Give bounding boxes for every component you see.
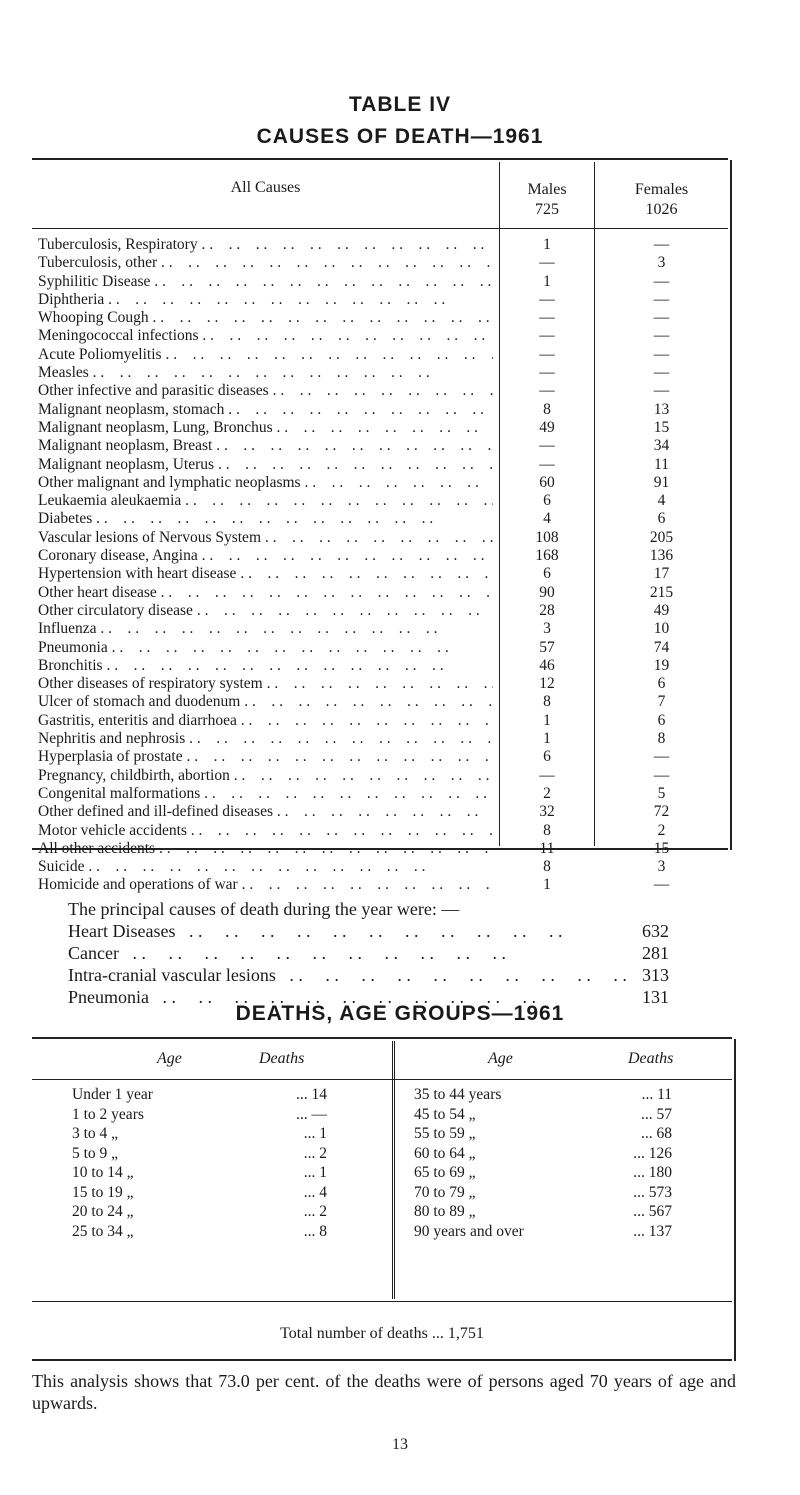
header-males [500,180,594,220]
deaths-right: ... 573 [633,1183,672,1201]
males-value: — [539,345,555,363]
table-row [32,1202,732,1222]
deaths-left: ... 1 [303,1125,327,1142]
cause-label: Coronary disease, Angina . . [38,547,493,565]
males-value: 108 [535,528,559,546]
males-value: 32 [539,803,555,821]
cause-label: Other heart disease . . [38,584,493,602]
table-row [32,1163,732,1183]
cause-label: Gastritis, enteritis and diarrhoea . . [38,712,493,730]
males-value: 8 [543,400,551,418]
males-value: — [539,437,555,455]
females-value: 6 [657,510,666,528]
males-value: 12 [539,675,555,693]
cause-label: Meningococcal infections . . [38,327,493,345]
males-value: — [539,766,555,784]
females-value: 17 [653,565,670,583]
table-row [32,712,728,730]
males-value: 6 [543,748,551,766]
table-row [32,529,728,547]
principal-label: Heart Diseases . . [68,920,638,942]
females-value: 136 [649,547,674,565]
females-value: 91 [653,473,670,491]
table-row [32,620,728,638]
principal-item [68,964,708,986]
table-row [32,693,728,711]
deaths-left: ... 2 [303,1203,327,1220]
table-row [32,437,728,455]
principal-value: 131 [642,987,669,1007]
table-row [32,840,728,858]
females-value: 4 [657,492,666,510]
deaths-right: ... 137 [633,1222,672,1240]
table-row [32,657,728,675]
age-right: 80 to 89 „ [414,1203,476,1220]
males-value: — [539,290,555,308]
cause-label: Tuberculosis, other . . [38,254,493,272]
header-males-total: 725 [535,201,559,218]
males-value: 28 [539,601,555,619]
males-value: 1 [543,730,551,748]
cause-label: Pregnancy, childbirth, abortion . . [38,767,493,785]
males-value: 8 [543,858,551,876]
cause-label: Hypertension with heart disease . . [38,565,493,583]
table-row [32,382,728,400]
females-value: — [653,748,670,766]
females-value: — [653,382,670,400]
deaths-left: ... 1 [303,1164,327,1181]
analysis-paragraph: This analysis shows that 73.0 per cent. of the deaths were of persons aged 70 years of age and upwards. [32,1371,736,1413]
males-value: — [539,327,555,345]
males-value: 6 [543,565,551,583]
cause-label: All other accidents . . [38,840,493,858]
males-value: — [539,382,555,400]
males-value: — [539,455,555,473]
age-right: 45 to 54 „ [414,1105,476,1123]
table-row [32,401,728,419]
table-row [32,602,728,620]
males-value: 3 [543,620,551,638]
age-right: 70 to 79 „ [414,1183,476,1201]
age-left: 20 to 24 „ [72,1203,134,1220]
cause-label: Other infective and parasitic diseases . . [38,382,493,400]
age-left: 15 to 19 „ [72,1183,134,1201]
table-row [32,474,728,492]
principal-value: 313 [642,965,669,985]
principal-value: 281 [642,943,669,963]
header-males-label: Males [527,181,567,198]
males-value: — [539,309,555,327]
table-row [32,254,728,272]
males-value: 1 [543,272,551,290]
table-row [32,1085,732,1105]
age-left: 25 to 34 „ [72,1222,134,1240]
cause-label: Malignant neoplasm, Breast . . [38,437,493,455]
header-females [595,180,728,220]
age-right: 65 to 69 „ [414,1164,476,1181]
males-value: 90 [539,583,555,601]
deaths-left: ... 8 [303,1222,327,1240]
age-right: 90 years and over [414,1222,524,1240]
females-value: — [653,364,670,382]
females-value: 7 [657,693,666,711]
females-value: 8 [657,730,666,748]
cause-label: Leukaemia aleukaemia . . [38,492,493,510]
females-value: 72 [653,803,670,821]
females-value: 6 [657,675,666,693]
cause-label: Malignant neoplasm, Uterus . . [38,456,493,474]
cause-label: Measles . . [38,364,493,382]
cause-label: Malignant neoplasm, Lung, Bronchus . . [38,419,493,437]
deaths-right: ... 57 [641,1105,672,1123]
females-value: — [653,876,670,894]
males-value: 8 [543,693,551,711]
table-row [32,584,728,602]
cause-label: Other circulatory disease . . [38,602,493,620]
males-value: 4 [543,510,551,528]
males-value: 2 [543,784,551,802]
females-value: 3 [657,254,666,272]
females-value: — [653,272,670,290]
table-row [32,639,728,657]
females-value: 19 [653,656,670,674]
females-value: 13 [653,400,670,418]
principal-intro: The principal causes of death during the year were: — [68,899,460,919]
table-title: TABLE IV [348,93,452,116]
males-value: 168 [535,547,559,565]
cause-label: Hyperplasia of prostate . . [38,748,493,766]
cause-label: Syphilitic Disease . . [38,273,493,291]
females-value: — [653,345,670,363]
table-row [32,364,728,382]
females-value: 15 [653,418,670,436]
header-females-label: Females [634,181,689,198]
table-row [32,309,728,327]
cause-label: Acute Poliomyelitis . . [38,346,493,364]
total-deaths: Total number of deaths ... 1,751 [280,1325,484,1342]
deaths-right: ... 68 [641,1125,672,1142]
table-row [32,767,728,785]
table-row [32,675,728,693]
deaths-right: ... 11 [641,1086,672,1103]
cause-label: Tuberculosis, Respiratory . . [38,236,493,254]
principal-value: 632 [642,921,669,941]
cause-label: Homicide and operations of war . . [38,876,493,894]
header-females-total: 1026 [645,201,678,218]
age-left: 10 to 14 „ [72,1164,134,1181]
cause-label: Influenza . . [38,620,493,638]
page-number: 13 [392,1436,408,1453]
males-value: 57 [539,638,555,656]
table-row [32,456,728,474]
table-row [32,273,728,291]
table-row [32,1144,732,1164]
females-value: 215 [649,583,674,601]
males-value: 6 [543,492,551,510]
cause-label: Whooping Cough . . [38,309,493,327]
age-left: Under 1 year [72,1086,153,1103]
table-row [32,346,728,364]
table-row [32,327,728,345]
table-row [32,730,728,748]
cause-label: Diphtheria . . [38,291,493,309]
header-all-causes: All Causes [230,179,301,196]
cause-label: Other diseases of respiratory system . . [38,675,493,693]
age-right: 35 to 44 years [414,1086,502,1103]
header-age-right: Age [488,1050,513,1067]
cause-label: Suicide . . [38,858,493,876]
females-value: 11 [654,455,669,473]
females-value: — [653,290,670,308]
males-value: — [539,254,555,272]
females-value: 205 [649,528,674,546]
females-value: — [653,766,670,784]
table-row [32,858,728,876]
cause-label: Bronchitis . . [38,657,493,675]
table-row [32,803,728,821]
table-row [32,565,728,583]
causes-table [32,158,728,894]
age-groups-table [32,1037,732,1361]
table-row [32,1105,732,1125]
females-value: 3 [657,858,666,876]
males-value: 60 [539,473,555,491]
principal-causes [68,898,708,1008]
females-value: 15 [653,839,670,857]
deaths-left: ... — [296,1105,327,1123]
males-value: 49 [539,418,555,436]
females-value: 10 [653,620,670,638]
table-row [32,876,728,894]
males-value: — [539,364,555,382]
age-left: 3 to 4 „ [72,1125,119,1142]
deaths-right: ... 126 [633,1144,672,1162]
cause-label: Pneumonia . . [38,639,493,657]
males-value: 8 [543,821,551,839]
table-row [32,236,728,254]
deaths-left: ... 14 [296,1086,327,1103]
cause-label: Other defined and ill-defined diseases . . [38,803,493,821]
females-value: 34 [653,437,670,455]
table-row [32,1183,732,1203]
cause-label: Diabetes . . [38,510,493,528]
males-value: 11 [539,839,555,857]
table-subtitle: CAUSES OF DEATH—1961 [256,125,544,148]
cause-label: Nephritis and nephrosis . . [38,730,493,748]
table-row [32,785,728,803]
deaths-right: ... 180 [633,1164,672,1181]
females-value: 74 [653,638,670,656]
table-row [32,547,728,565]
age-left: 5 to 9 „ [72,1144,119,1162]
males-value: 1 [543,876,551,894]
principal-item [68,920,708,942]
principal-item [68,942,708,964]
header-age-left: Age [157,1050,182,1067]
principal-label: Pneumonia . . [68,986,638,1008]
males-value: 1 [543,236,551,253]
females-value: — [653,309,670,327]
deaths-left: ... 2 [303,1144,327,1162]
cause-label: Malignant neoplasm, stomach . . [38,401,493,419]
females-value: 49 [653,601,670,619]
age-left: 1 to 2 years [72,1105,144,1123]
males-value: 1 [543,711,551,729]
principal-label: Intra-cranial vascular lesions . . [68,964,638,986]
table-row [32,822,728,840]
cause-label: Motor vehicle accidents . . [38,822,493,840]
header-deaths-right: Deaths [628,1050,674,1067]
principal-label: Cancer . . [68,942,638,964]
deaths-right: ... 567 [633,1203,672,1220]
females-value: 2 [657,821,666,839]
table-row [32,419,728,437]
males-value: 46 [539,656,555,674]
cause-label: Other malignant and lymphatic neoplasms . . [38,474,493,492]
deaths-left: ... 4 [303,1183,327,1201]
females-value: 5 [657,784,666,802]
header-deaths-left: Deaths [259,1050,305,1067]
table-row [32,291,728,309]
age-right: 55 to 59 „ [414,1125,476,1142]
cause-rows [32,236,728,895]
cause-label: Vascular lesions of Nervous System . . [38,529,493,547]
cause-label: Congenital malformations . . [38,785,493,803]
females-value: — [653,236,670,253]
females-value: 6 [657,711,666,729]
table-row [32,1124,732,1144]
females-value: — [653,327,670,345]
table-row [32,510,728,528]
age-right: 60 to 64 „ [414,1144,476,1162]
table-row [32,1222,732,1242]
cause-label: Ulcer of stomach and duodenum . . [38,693,493,711]
table-row [32,748,728,766]
table-row [32,492,728,510]
age-groups-heading: DEATHS, AGE GROUPS—1961 [235,1002,565,1025]
